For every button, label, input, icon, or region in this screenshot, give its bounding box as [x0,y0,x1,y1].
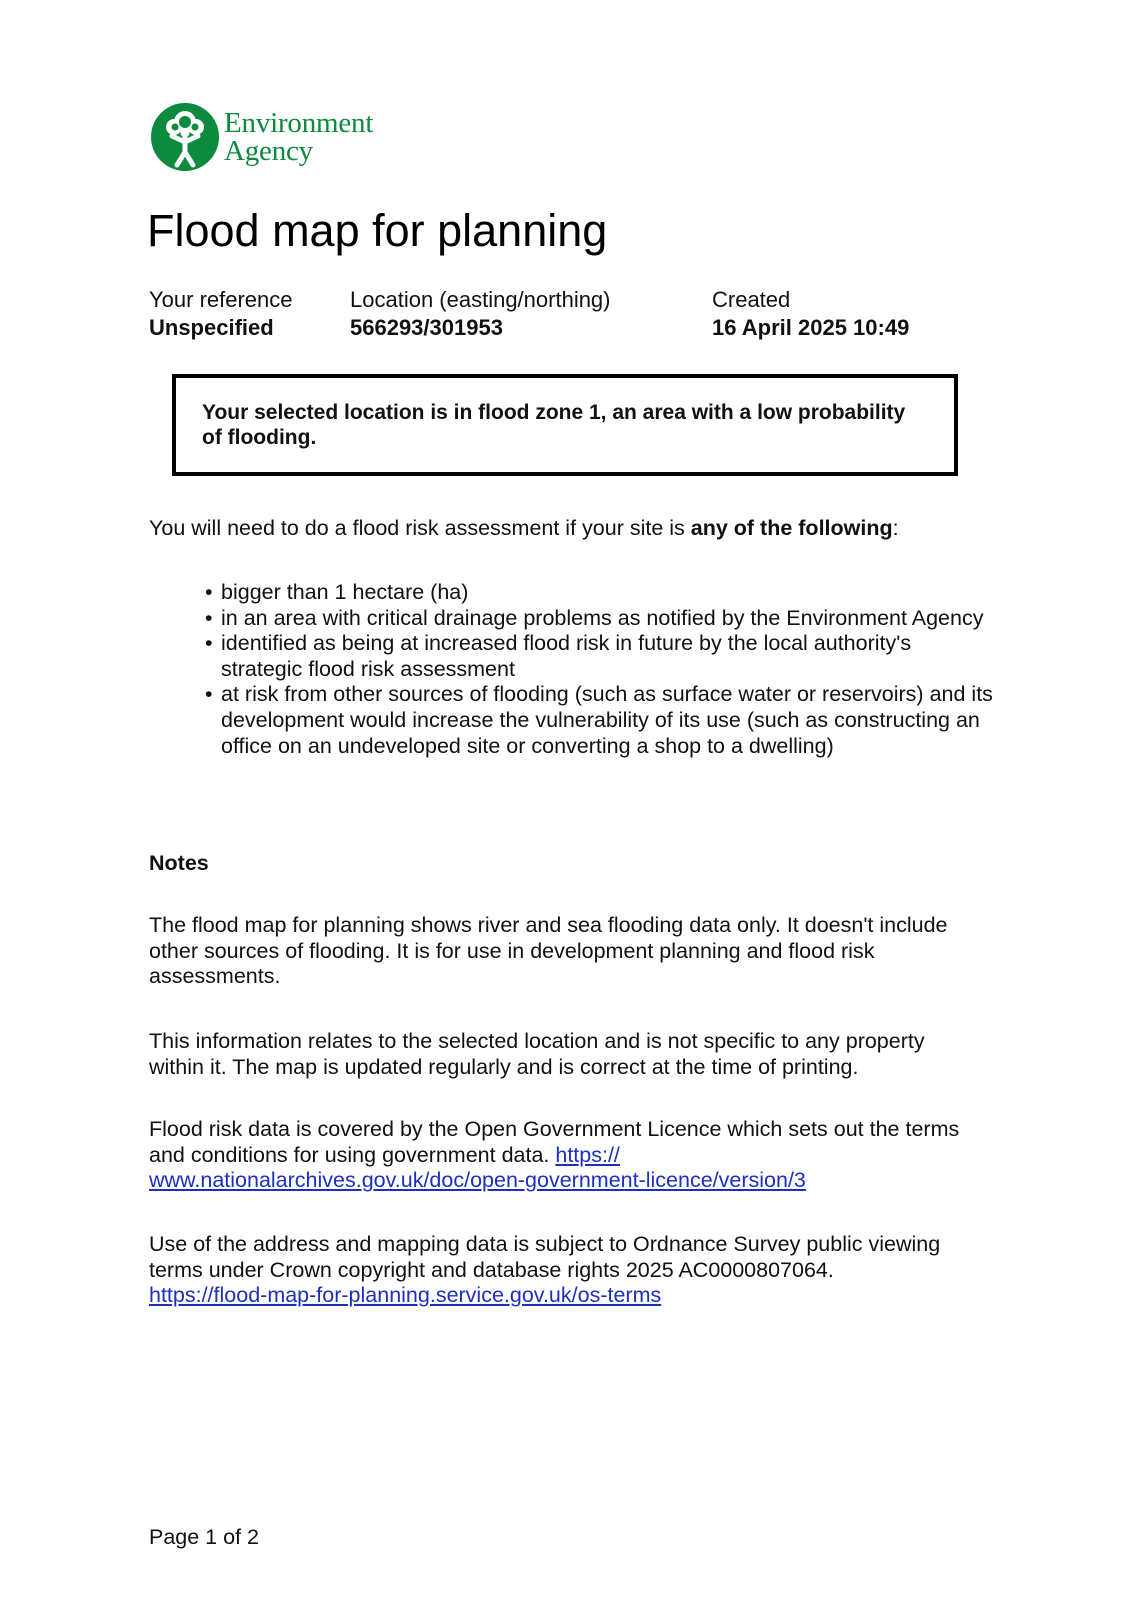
list-item: • in an area with critical drainage problems as notified by the Environment Agency [205,606,995,632]
intro-emphasis: any of the following [690,516,893,540]
location-block [350,286,611,342]
intro-text: You will need to do a flood risk assessment if your site is [149,516,691,540]
notes-paragraph-4 [149,1232,979,1309]
logo-line-1: Environment [224,107,374,139]
environment-agency-logo [150,101,373,173]
licence-link-part-2: www.nationalarchives.gov.uk/doc/open-government-licence/version/3 [149,1168,806,1193]
reference-block [149,286,293,342]
created-label: Created [712,287,791,312]
logo-line-2: Agency [224,135,313,167]
notes-paragraph-1: The flood map for planning shows river and sea flooding data only. It doesn't include other sources of flooding. It is for use in development planning and flood risk assessments. [149,913,948,989]
flood-zone-text: Your selected location is in flood zone 1, an area with a low probability of flooding. [202,401,906,449]
notes-paragraph-2: This information relates to the selected location and is not specific to any property within it. The map is updated regularly and is correct at the time of printing. [149,1029,925,1079]
flood-zone-notice [172,374,958,476]
reference-value: Unspecified [149,315,274,340]
os-terms-text: Use of the address and mapping data is subject to Ordnance Survey public viewing terms under Crown copyright and database rights 2025 AC0000807064. [149,1232,941,1282]
notes-paragraph-3 [149,1117,979,1194]
assessment-criteria-list [205,580,995,759]
created-value: 16 April 2025 10:49 [712,315,910,340]
list-item: • bigger than 1 hectare (ha) [205,580,995,606]
notes-heading: Notes [149,851,209,875]
environment-agency-logo-icon [150,102,220,172]
licence-link-part-1: https:// [555,1142,620,1167]
location-label: Location (easting/northing) [350,287,611,312]
reference-label: Your reference [149,287,293,312]
intro-colon: : [892,516,899,540]
list-item: • at risk from other sources of flooding (such as surface water or reservoirs) and its development would increase the vulnerability of its use (such as constructing an office on an undeveloped site or converting a shop to a dwelling) [205,682,995,759]
logo-wordmark [224,109,373,165]
list-item: • identified as being at increased flood risk in future by the local authority's strategic flood risk assessment [205,631,995,682]
licence-text: Flood risk data is covered by the Open Government Licence which sets out the terms and conditions for using government data. [149,1117,960,1167]
location-value: 566293/301953 [350,315,503,340]
created-block [712,286,909,342]
page-title: Flood map for planning [147,205,608,256]
assessment-intro [149,515,989,541]
page-number: Page 1 of 2 [149,1525,259,1549]
os-terms-link[interactable]: https://flood-map-for-planning.service.gov.uk/os-terms [149,1283,662,1308]
